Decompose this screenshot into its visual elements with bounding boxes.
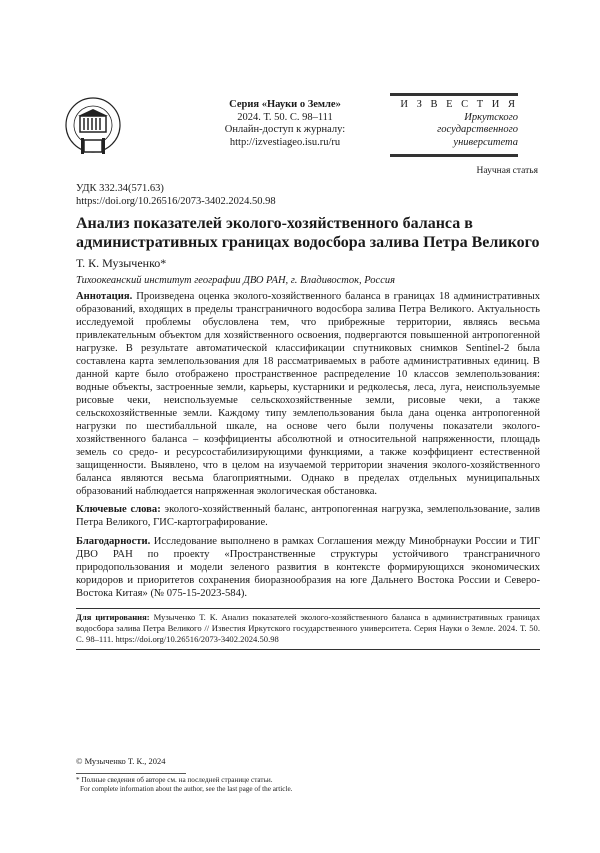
article-type: Научная статья: [477, 166, 538, 176]
footnote-divider: [76, 773, 186, 774]
journal-word: И З В Е С Т И Я: [390, 99, 518, 112]
keywords: [76, 503, 540, 529]
series-info: [205, 99, 365, 149]
journal-line: университета: [390, 137, 518, 150]
online-label: Онлайн-доступ к журналу:: [225, 124, 345, 135]
journal-name-block: [390, 93, 518, 157]
article-title: Анализ показателей эколого-хозяйственного баланса в административных границах водосбора залива Петра Великого: [76, 214, 540, 252]
abstract: [76, 290, 540, 498]
journal-line: государственного: [390, 124, 518, 137]
doi-link[interactable]: https://doi.org/10.26516/2073-3402.2024.50.98: [76, 196, 540, 209]
author: Т. К. Музыченко*: [76, 256, 540, 271]
university-logo: [64, 96, 122, 158]
article-page: [0, 0, 600, 853]
udk-doi: [76, 183, 540, 208]
journal-line: Иркутского: [390, 112, 518, 125]
series-title: Серия «Науки о Земле»: [229, 99, 341, 110]
acknowledgements-label: Благодарности.: [76, 536, 150, 547]
citation-text: Музыченко Т. К. Анализ показателей эколого-хозяйственного баланса в административных границах водосбора залива Петра Великого // Известия Иркутского государственного университета. Серия Науки о Земле. 2024. Т. 50. С. 98–111. https://doi.org/10.26516/2073-3402.2024.50.98: [76, 612, 540, 644]
article-body: [76, 183, 540, 650]
acknowledgements-text: Исследование выполнено в рамках Соглашения между Минобрнауки России и ТИГ ДВО РАН по проекту «Пространственные структуры устойчивого трансграничного природопользования и модели зеленого развития в контексте формирующихся экономических коридоров и приоритетов сохранения биоразнообразия на юге Дальнего Востока России и Северо-Востока Китая» (№ 075-15-2023-584).: [76, 536, 540, 599]
keywords-label: Ключевые слова:: [76, 504, 161, 515]
citation-box: [76, 608, 540, 650]
udk: УДК 332.34(571.63): [76, 183, 540, 196]
acknowledgements: [76, 535, 540, 600]
abstract-label: Аннотация.: [76, 291, 132, 302]
affiliation: Тихоокеанский институт географии ДВО РАН, г. Владивосток, Россия: [76, 274, 540, 287]
keywords-text: эколого-хозяйственный баланс, антропогенная нагрузка, землепользование, залив Петра Великого, ГИС-картографирование.: [76, 504, 540, 528]
journal-url[interactable]: http://izvestiageo.isu.ru/ru: [230, 137, 340, 148]
citation-label: Для цитирования:: [76, 612, 150, 622]
footnote: [76, 776, 292, 794]
footnote-en: For complete information about the author, see the last page of the article.: [76, 785, 292, 794]
footnote-ru: * Полные сведения об авторе см. на последней странице статьи.: [76, 776, 292, 785]
volume-pages: 2024. Т. 50. С. 98–111: [237, 112, 333, 123]
copyright: © Музыченко Т. К., 2024: [76, 756, 166, 766]
abstract-text: Произведена оценка эколого-хозяйственного баланса в границах 18 административных образований, входящих в пределы трансграничного водосбора залива Петра Великого. Актуальность исследуемой проблемы обусловлена тем, что прибрежные территории, являясь весьма привлекательным объектом для хозяйственного освоения, подвергаются повышенной антропогенной нагрузке. В результате автоматической классификации спутниковых снимков Sentinel-2 была составлена карта землепользования для 18 рассматриваемых в работе административных единиц. В данной карте было отображено пространственное распределение 10 классов землепользования: водные объекты, застроенные земли, карьеры, кустарники и редколесья, леса, луга, неиспользуемые рисовые чеки, неиспользуемые сельскохозяйственные земли, рисовые чеки, а также сельскохозяйственные земли. Каждому типу землепользования была дана оценка антропогенной нагрузки по шестибалльной шкале, на основе чего были получены показатели эколого-хозяйственного баланса – коэффициенты абсолютной и относительной напряженности, площадь земель со средо- и ресурсостабилизирующими функциями, а также коэффициент естественной защищенности. Выявлено, что в целом на изучаемой территории значения эколого-хозяйственного баланса являются весьма благоприятными. Однако в пределах отдельных муниципальных образований наблюдается напряженная экологическая обстановка.: [76, 291, 540, 497]
